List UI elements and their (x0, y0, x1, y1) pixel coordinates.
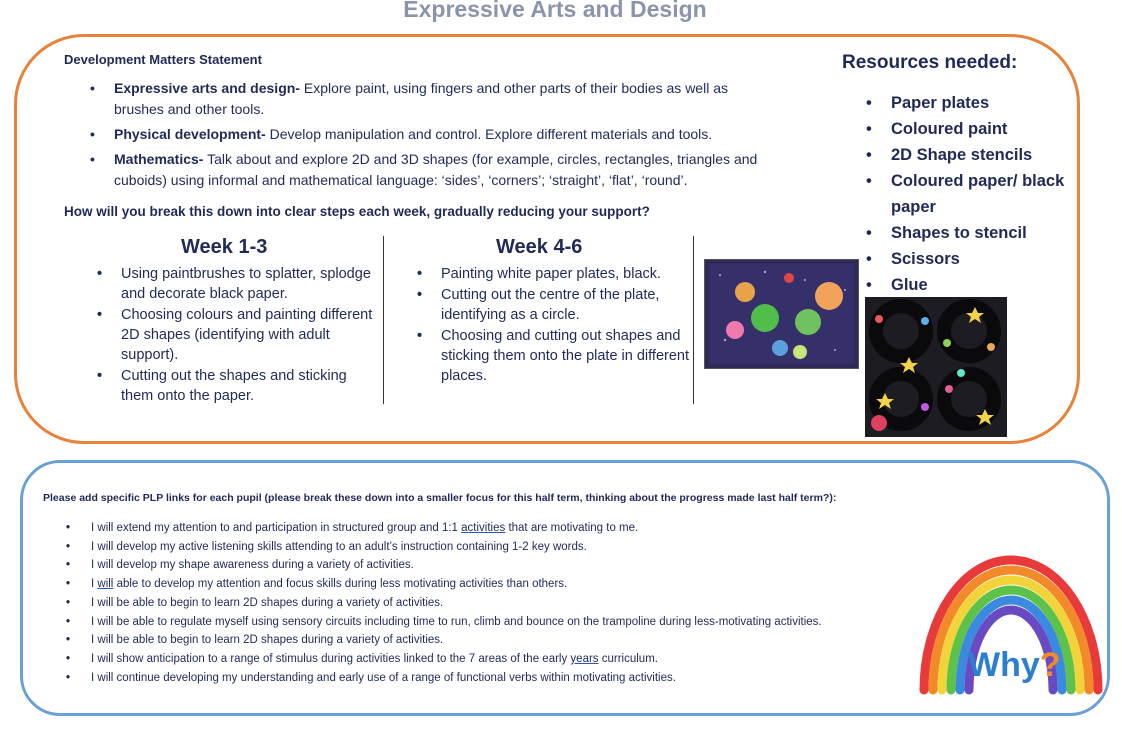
plp-list (66, 519, 916, 687)
plp-item: • I will be able to regulate myself using sensory circuits including time to run, climb and bounce on the trampoline during less-motivating activities. (66, 613, 916, 632)
resources-heading: Resources needed: (842, 52, 1018, 73)
week-4-6-heading: Week 4-6 (496, 236, 583, 258)
week-1-3-item: • Using paintbrushes to splatter, splodge and decorate black paper. (97, 264, 377, 304)
dm-item: • Physical development- Develop manipulation and control. Explore different materials and tools. (90, 124, 780, 145)
rainbow-why-image (916, 530, 1106, 696)
plp-item: • I will develop my shape awareness during a variety of activities. (66, 556, 916, 575)
development-matters-heading: Development Matters Statement (64, 52, 262, 67)
plp-item: • I will continue developing my understanding and early use of a range of functional verbs within motivating activities. (66, 669, 916, 688)
plp-heading: Please add specific PLP links for each pupil (please break these down into a smaller focus for this half term, thinking about the progress made last half term?): (43, 492, 837, 504)
why-text: Why? (968, 646, 1061, 684)
resources-list (866, 90, 1066, 298)
resource-item: • 2D Shape stencils (866, 142, 1066, 168)
resource-item: • Glue (866, 272, 1066, 298)
space-painting-photo (704, 259, 859, 369)
resource-item: • Scissors (866, 246, 1066, 272)
development-matters-list (90, 78, 780, 195)
resource-item: • Shapes to stencil (866, 220, 1066, 246)
paper-plates-photo (865, 297, 1007, 437)
resource-item: • Coloured paper/ black paper (866, 168, 1066, 220)
week-4-6-item: • Painting white paper plates, black. (417, 264, 695, 284)
week-1-3-list (97, 264, 377, 407)
page-title: Expressive Arts and Design (403, 0, 707, 22)
column-divider (383, 236, 384, 404)
dm-item: • Expressive arts and design- Explore paint, using fingers and other parts of their bodies as well as brushes and other tools. (90, 78, 780, 120)
week-1-3-item: • Choosing colours and painting different 2D shapes (identifying with adult support). (97, 305, 377, 365)
plp-item: • I will develop my active listening skills attending to an adult’s instruction containing 1-2 key words. (66, 538, 916, 557)
plp-item: • I will be able to begin to learn 2D shapes during a variety of activities. (66, 594, 916, 613)
week-1-3-heading: Week 1-3 (181, 236, 268, 258)
plp-item: • I will be able to begin to learn 2D shapes during a variety of activities. (66, 631, 916, 650)
breakdown-question: How will you break this down into clear steps each week, gradually reducing your support? (64, 204, 650, 219)
plp-item: • I will show anticipation to a range of stimulus during activities linked to the 7 areas of the early years curriculum. (66, 650, 916, 669)
week-4-6-list (417, 264, 695, 387)
resource-item: • Coloured paint (866, 116, 1066, 142)
resource-item: • Paper plates (866, 90, 1066, 116)
plp-item: • I will able to develop my attention and focus skills during less motivating activities than others. (66, 575, 916, 594)
why-question-mark: ? (1039, 646, 1061, 684)
week-1-3-item: • Cutting out the shapes and sticking them onto the paper. (97, 366, 377, 406)
plp-item: • I will extend my attention to and participation in structured group and 1:1 activities that are motivating to me. (66, 519, 916, 538)
dm-item: • Mathematics- Talk about and explore 2D and 3D shapes (for example, circles, rectangles, triangles and cuboids) using informal and mathematical language: ‘sides’, ‘corners’; ‘straight’, ‘flat’, ‘round’. (90, 149, 780, 191)
week-4-6-item: • Cutting out the centre of the plate, identifying as a circle. (417, 285, 695, 325)
week-4-6-item: • Choosing and cutting out shapes and sticking them onto the plate in different places. (417, 326, 695, 386)
